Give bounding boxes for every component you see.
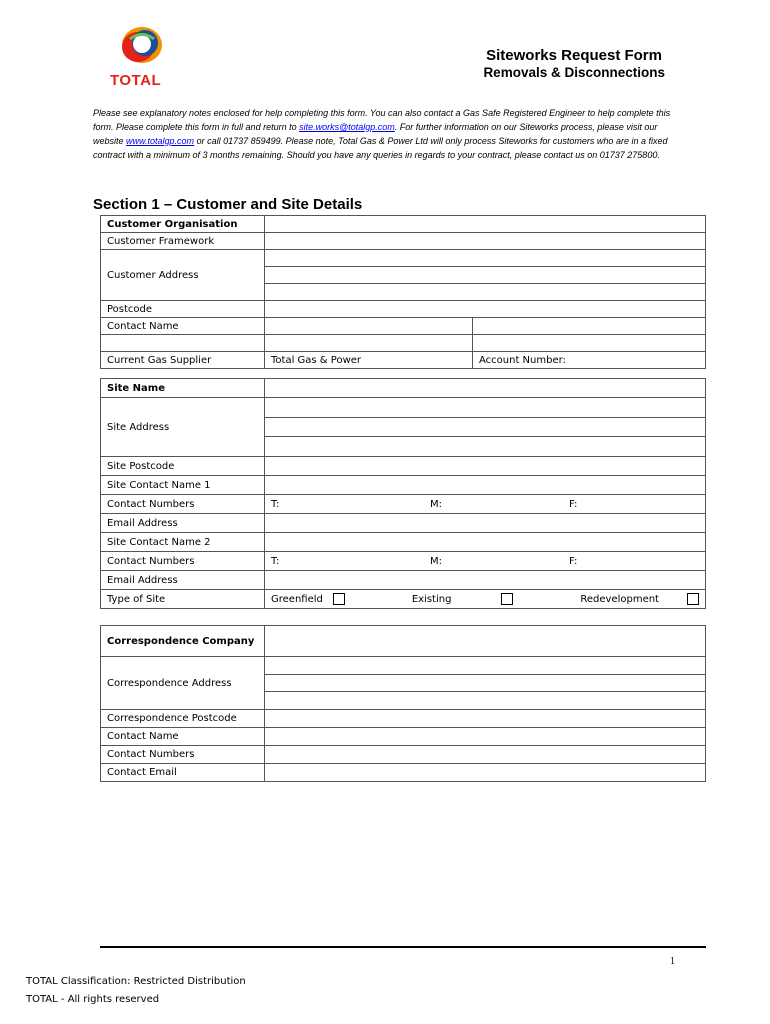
customer-address-line-2[interactable] bbox=[265, 267, 706, 284]
site-type-redevelopment[interactable]: Redevelopment bbox=[580, 593, 699, 605]
site-type-greenfield[interactable]: Greenfield bbox=[271, 593, 345, 605]
site-address-line-1[interactable] bbox=[265, 398, 706, 418]
account-number-field[interactable]: Account Number: bbox=[473, 352, 706, 369]
customer-address-line-1[interactable] bbox=[265, 250, 706, 267]
contact-numbers-2-field[interactable]: T: M: F: bbox=[265, 552, 706, 571]
customer-table bbox=[100, 215, 706, 369]
contact-name-field[interactable] bbox=[265, 318, 473, 335]
site-postcode-label: Site Postcode bbox=[101, 457, 265, 476]
correspondence-company-field[interactable] bbox=[265, 626, 706, 657]
correspondence-contact-email-field[interactable] bbox=[265, 764, 706, 782]
site-contact-name-2-label: Site Contact Name 2 bbox=[101, 533, 265, 552]
website-link[interactable]: www.totalgp.com bbox=[126, 136, 195, 146]
site-name-label: Site Name bbox=[101, 379, 265, 398]
correspondence-contact-email-label: Contact Email bbox=[101, 764, 265, 782]
form-title: Siteworks Request Form bbox=[486, 47, 662, 64]
contact-extra-field[interactable] bbox=[265, 335, 473, 352]
customer-address-line-3[interactable] bbox=[265, 284, 706, 301]
greenfield-checkbox[interactable] bbox=[333, 593, 345, 605]
existing-checkbox[interactable] bbox=[501, 593, 513, 605]
gas-supplier-value: Total Gas & Power bbox=[265, 352, 473, 369]
site-contact-name-2-field[interactable] bbox=[265, 533, 706, 552]
customer-framework-field[interactable] bbox=[265, 233, 706, 250]
correspondence-contact-name-label: Contact Name bbox=[101, 728, 265, 746]
correspondence-address-line-1[interactable] bbox=[265, 657, 706, 675]
brand-name: TOTAL bbox=[110, 72, 162, 89]
email-link[interactable]: site.works@totalgp.com bbox=[299, 122, 395, 132]
section-heading: Section 1 – Customer and Site Details bbox=[93, 196, 363, 213]
site-type-existing[interactable]: Existing bbox=[412, 593, 514, 605]
site-postcode-field[interactable] bbox=[265, 457, 706, 476]
correspondence-company-label: Correspondence Company bbox=[101, 626, 265, 657]
customer-framework-label: Customer Framework bbox=[101, 233, 265, 250]
customer-address-label: Customer Address bbox=[101, 250, 265, 301]
site-address-line-3[interactable] bbox=[265, 437, 706, 457]
correspondence-contact-name-field[interactable] bbox=[265, 728, 706, 746]
site-address-label: Site Address bbox=[101, 398, 265, 457]
contact-numbers-1-field[interactable]: T: M: F: bbox=[265, 495, 706, 514]
contact-name-field-2[interactable] bbox=[473, 318, 706, 335]
correspondence-address-line-2[interactable] bbox=[265, 674, 706, 692]
footer-divider bbox=[100, 946, 706, 948]
redevelopment-checkbox[interactable] bbox=[687, 593, 699, 605]
correspondence-contact-numbers-field[interactable] bbox=[265, 746, 706, 764]
gas-supplier-label: Current Gas Supplier bbox=[101, 352, 265, 369]
customer-organisation-field[interactable] bbox=[265, 216, 706, 233]
classification-text: TOTAL Classification: Restricted Distribution bbox=[26, 976, 246, 987]
site-address-line-2[interactable] bbox=[265, 417, 706, 437]
correspondence-table bbox=[100, 625, 706, 782]
postcode-field[interactable] bbox=[265, 301, 706, 318]
correspondence-address-label: Correspondence Address bbox=[101, 657, 265, 710]
site-name-field[interactable] bbox=[265, 379, 706, 398]
contact-extra-field-2[interactable] bbox=[473, 335, 706, 352]
rights-text: TOTAL - All rights reserved bbox=[26, 994, 160, 1005]
email-2-field[interactable] bbox=[265, 571, 706, 590]
email-1-field[interactable] bbox=[265, 514, 706, 533]
correspondence-address-line-3[interactable] bbox=[265, 692, 706, 710]
contact-numbers-2-label: Contact Numbers bbox=[101, 552, 265, 571]
site-type-options bbox=[265, 590, 706, 609]
site-contact-name-1-label: Site Contact Name 1 bbox=[101, 476, 265, 495]
page-number: 1 bbox=[670, 956, 675, 967]
intro-text: Please see explanatory notes enclosed for help completing this form. You can also contact a Gas Safe Registered Engineer to help complete this form. Please complete this form in full and return to site.works@totalgp.com. For further information on our Siteworks process, please visit our website www.totalgp.com or call 01737 859499. Please note, Total Gas & Power Ltd will only process Siteworks for customers who are in a fixed contract with a minimum of 3 months remaining. Should you have any queries in regards to your contract, please contact us on 01737 275800. bbox=[93, 108, 671, 160]
correspondence-contact-numbers-label: Contact Numbers bbox=[101, 746, 265, 764]
email-2-label: Email Address bbox=[101, 571, 265, 590]
site-type-label: Type of Site bbox=[101, 590, 265, 609]
contact-name-label: Contact Name bbox=[101, 318, 265, 335]
correspondence-postcode-field[interactable] bbox=[265, 710, 706, 728]
email-1-label: Email Address bbox=[101, 514, 265, 533]
form-subtitle: Removals & Disconnections bbox=[483, 65, 665, 80]
site-table bbox=[100, 378, 706, 609]
site-contact-name-1-field[interactable] bbox=[265, 476, 706, 495]
postcode-label: Postcode bbox=[101, 301, 265, 318]
customer-organisation-label: Customer Organisation bbox=[101, 216, 265, 233]
contact-numbers-1-label: Contact Numbers bbox=[101, 495, 265, 514]
correspondence-postcode-label: Correspondence Postcode bbox=[101, 710, 265, 728]
